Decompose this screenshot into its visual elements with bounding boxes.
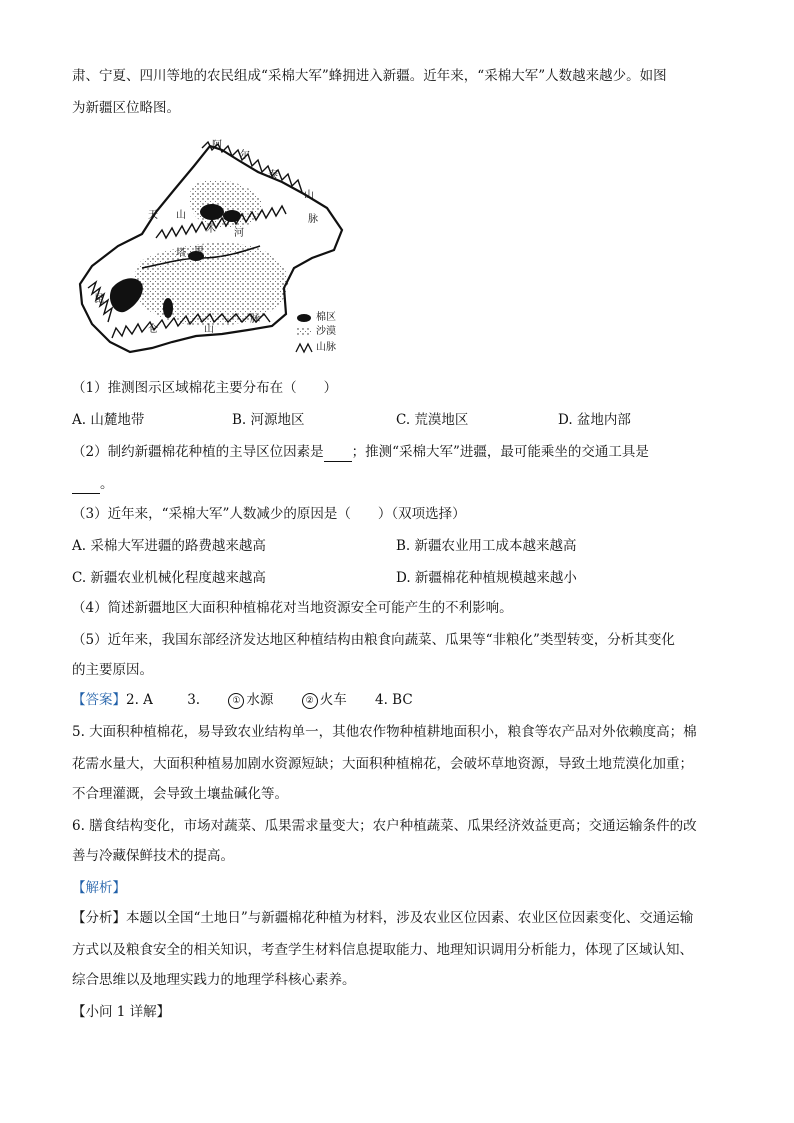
legend-mountain-label: 山脉	[316, 342, 336, 353]
q2-blank-2	[72, 479, 100, 494]
circle-1-icon: ①	[228, 693, 244, 709]
intro-line-2: 为新疆区位略图。	[72, 100, 180, 116]
q1-option-b: B. 河源地区	[232, 412, 305, 428]
q2-blank-1	[324, 447, 352, 462]
q5-line-1: （5）近年来，我国东部经济发达地区种植结构由粮食向蔬菜、瓜果等“非粮化”类型转变，分析其变化	[72, 632, 675, 648]
answer-3-2: 火车	[319, 692, 347, 708]
map-label-lun: 仑	[148, 324, 158, 335]
answer-6-line-2: 善与冷藏保鲜技术的提高。	[72, 848, 234, 864]
q2-part-1: （2）制约新疆棉花种植的主导区位因素是	[72, 444, 324, 460]
q2-line-2	[72, 474, 114, 494]
map-label-ta: 塔	[176, 248, 186, 259]
map-label-er: 尔	[240, 150, 250, 161]
answer-2: 2. A	[126, 692, 153, 708]
circle-2-icon: ②	[302, 693, 318, 709]
map-label-a: 阿	[212, 140, 222, 151]
legend-cotton-swatch	[297, 314, 311, 322]
answer-5-line-2: 花需水量大，大面积种植易加剧水资源短缺；大面积种植棉花，会破坏草地资源，导致土地荒漠化加重；	[72, 756, 693, 772]
analysis-line-1: 【分析】本题以全国“土地日”与新疆棉花种植为材料，涉及农业区位因素、农业区位因素变化、交通运输	[72, 910, 694, 926]
cotton-area-2	[223, 210, 241, 222]
legend-desert-label: 沙漠	[316, 326, 336, 337]
cotton-area-1	[200, 204, 224, 220]
intro-line-1: 肃、宁夏、四川等地的农民组成“采棉大军”蜂拥进入新疆。近年来，“采棉大军”人数越来越少。如图	[72, 68, 667, 84]
q4-stem: （4）简述新疆地区大面积种植棉花对当地资源安全可能产生的不利影响。	[72, 600, 513, 616]
answer-5-line-1: 5. 大面积种植棉花，易导致农业结构单一，其他农作物种植耕地面积小，粮食等农产品对外依赖度高；棉	[72, 724, 697, 740]
analysis-line-2: 方式以及粮食安全的相关知识，考查学生材料信息提取能力、地理知识调用分析能力，体现了区域认知、	[72, 942, 693, 958]
desert-area-north	[189, 180, 262, 228]
map-label-mai1: 脉	[308, 214, 318, 225]
q3-option-c: C. 新疆农业机械化程度越来越高	[72, 570, 266, 586]
q2-part-2: ；推测“采棉大军”进疆，最可能乘坐的交通工具是	[351, 444, 649, 460]
xinjiang-location-map	[72, 138, 372, 364]
q3-option-d: D. 新疆棉花种植规模越来越小	[396, 570, 577, 586]
answer-line	[72, 690, 413, 710]
map-label-mu: 木	[206, 224, 216, 235]
answer-6-line-1: 6. 膳食结构变化，市场对蔬菜、瓜果需求量变大；农户种植蔬菜、瓜果经济效益更高；交通运输条件的改	[72, 818, 697, 834]
map-label-tai: 泰	[268, 170, 278, 181]
analysis-subheading: 【小问 1 详解】	[72, 1004, 171, 1020]
q5-line-2: 的主要原因。	[72, 662, 153, 678]
map-label-shan2: 山	[176, 210, 186, 221]
analysis-line-3: 综合思维以及地理实践力的地理学科核心素养。	[72, 972, 356, 988]
answer-tag: 【答案】	[72, 692, 126, 708]
q3-option-b: B. 新疆农业用工成本越来越高	[396, 538, 577, 554]
q1-option-a: A. 山麓地带	[72, 412, 145, 428]
legend-cotton-label: 棉区	[316, 312, 336, 323]
legend-desert-swatch	[296, 328, 312, 336]
map-label-shan3: 山	[204, 324, 214, 335]
map-label-kun: 昆	[94, 294, 104, 305]
answer-4: 4. BC	[375, 692, 413, 708]
answer-3-label: 3.	[187, 692, 201, 708]
legend-mountain-swatch	[296, 344, 312, 352]
desert-area	[134, 243, 288, 327]
q1-option-d: D. 盆地内部	[558, 412, 631, 428]
q2-part-3: 。	[100, 476, 114, 492]
cotton-area-4	[110, 278, 143, 312]
q3-stem: （3）近年来，“采棉大军”人数减少的原因是（ ）（双项选择）	[72, 506, 466, 522]
map-label-li: 里	[194, 246, 204, 257]
q2-line-1	[72, 442, 649, 462]
answer-5-line-3: 不合理灌溉，会导致土壤盐碱化等。	[72, 786, 288, 802]
analysis-tag: 【解析】	[72, 880, 126, 896]
q3-option-a: A. 采棉大军进疆的路费越来越高	[72, 538, 266, 554]
answer-3-1: 水源	[246, 692, 274, 708]
q1-option-c: C. 荒漠地区	[396, 412, 469, 428]
map-label-tian: 天	[148, 210, 158, 221]
map-label-he: 河	[234, 228, 244, 239]
cotton-area-5	[163, 298, 173, 318]
q1-stem: （1）推测图示区域棉花主要分布在（ ）	[72, 380, 338, 396]
map-label-shan1: 山	[304, 190, 314, 201]
map-label-mai2: 脉	[250, 314, 260, 325]
